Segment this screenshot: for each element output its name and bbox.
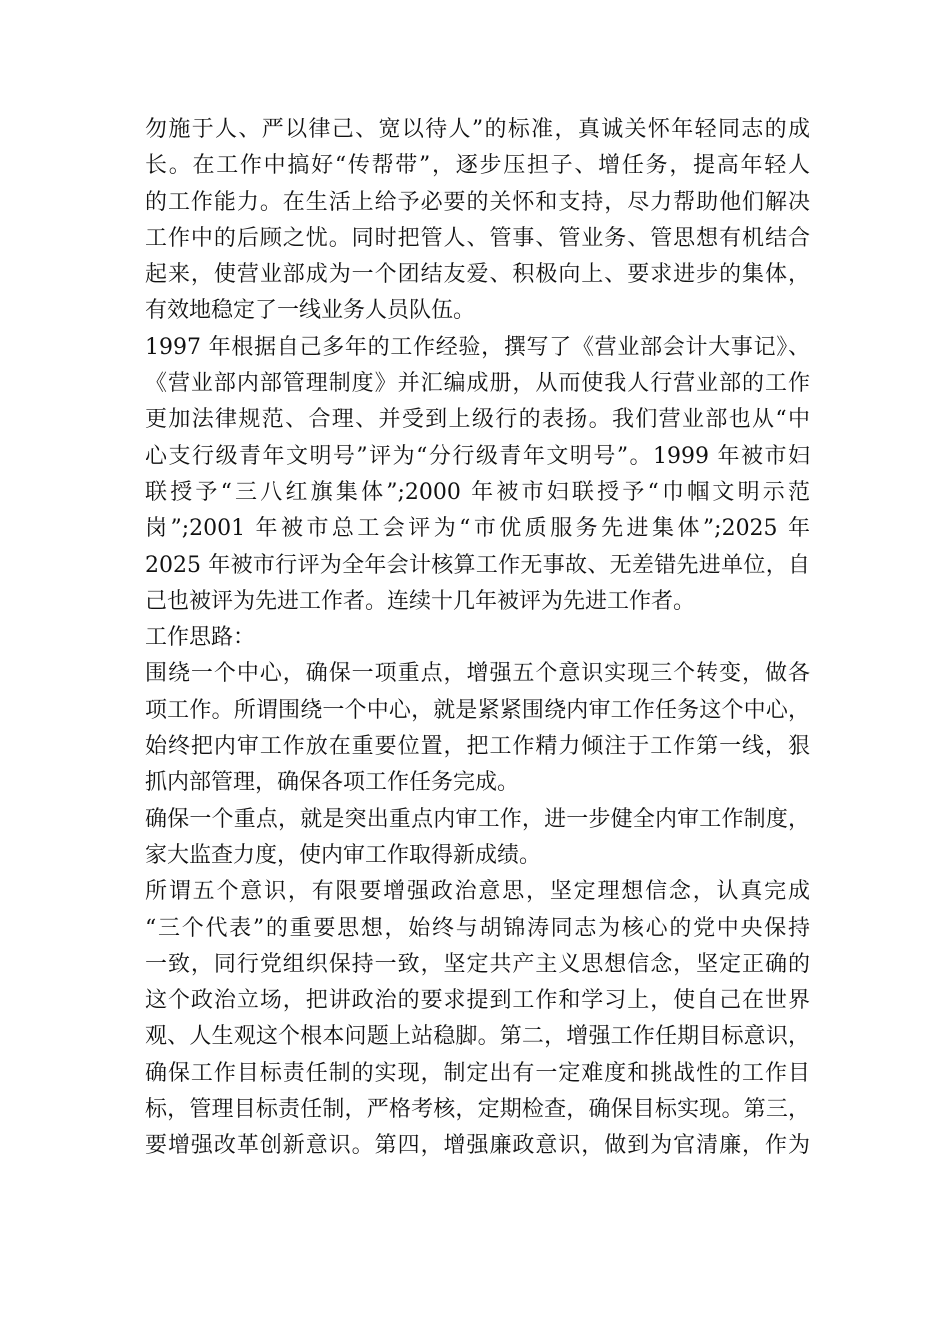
text-line: 更加法律规范、合理、并受到上级行的表扬。我们营业部也从“中	[145, 407, 810, 433]
paragraph-4	[145, 802, 810, 875]
text-line: 工作思路：	[145, 625, 256, 651]
text-line: 确保一个重点，就是突出重点内审工作，进一步健全内审工作制度，	[145, 806, 810, 832]
text-line: 有效地稳定了一线业务人员队伍。	[145, 298, 476, 324]
text-line: 始终把内审工作放在重要位置，把工作精力倾注于工作第一线，狠	[145, 734, 810, 760]
text-line: 围绕一个中心，确保一项重点，增强五个意识实现三个转变，做各	[145, 661, 810, 687]
paragraph-1	[145, 112, 810, 330]
paragraph-5	[145, 874, 810, 1164]
text-line: 己也被评为先进工作者。连续十几年被评为先进工作者。	[145, 588, 696, 614]
text-line: 的工作能力。在生活上给予必要的关怀和支持，尽力帮助他们解决	[145, 189, 810, 215]
text-line: 这个政治立场，把讲政治的要求提到工作和学习上，使自己在世界	[145, 988, 810, 1014]
text-line: 工作中的后顾之忧。同时把管人、管事、管业务、管思想有机结合	[145, 225, 810, 251]
paragraph-2	[145, 330, 810, 620]
text-line: 《营业部内部管理制度》并汇编成册，从而使我人行营业部的工作	[145, 371, 810, 397]
text-line: 项工作。所谓围绕一个中心，就是紧紧围绕内审工作任务这个中心，	[145, 697, 810, 723]
text-line: 家大监查力度，使内审工作取得新成绩。	[145, 842, 542, 868]
section-heading-work-ideas	[145, 620, 810, 656]
text-line: 1997 年根据自己多年的工作经验，撰写了《营业部会计大事记》、	[145, 334, 810, 360]
text-line: 长。在工作中搞好“传帮带”，逐步压担子、增任务，提高年轻人	[145, 153, 810, 179]
text-line: 标，管理目标责任制，严格考核，定期检查，确保目标实现。第三，	[145, 1097, 810, 1123]
text-line: 起来，使营业部成为一个团结友爱、积极向上、要求进步的集体，	[145, 262, 810, 288]
text-line: 要增强改革创新意识。第四，增强廉政意识，做到为官清廉，作为	[145, 1133, 810, 1159]
text-line: 一致，同行党组织保持一致，坚定共产主义思想信念，坚定正确的	[145, 951, 810, 977]
text-line: 确保工作目标责任制的实现，制定出有一定难度和挑战性的工作目	[145, 1060, 810, 1086]
text-line: 岗”;2001 年被市总工会评为“市优质服务先进集体”;2025 年	[145, 516, 810, 542]
text-line: 2025 年被市行评为全年会计核算工作无事故、无差错先进单位，自	[145, 552, 810, 578]
text-line: 观、人生观这个根本问题上站稳脚。第二，增强工作任期目标意识，	[145, 1024, 810, 1050]
text-line: 联授予“三八红旗集体”;2000 年被市妇联授予“巾帼文明示范	[145, 479, 810, 505]
text-line: 所谓五个意识，有限要增强政治意思，坚定理想信念，认真完成	[145, 879, 810, 905]
paragraph-3	[145, 656, 810, 801]
text-line: “三个代表”的重要思想，始终与胡锦涛同志为核心的党中央保持	[145, 915, 810, 941]
text-line: 勿施于人、严以律己、宽以待人”的标准，真诚关怀年轻同志的成	[145, 117, 810, 142]
document-body	[145, 112, 810, 1165]
text-line: 心支行级青年文明号”评为“分行级青年文明号”。1999 年被市妇	[145, 443, 810, 469]
text-line: 抓内部管理，确保各项工作任务完成。	[145, 770, 520, 796]
